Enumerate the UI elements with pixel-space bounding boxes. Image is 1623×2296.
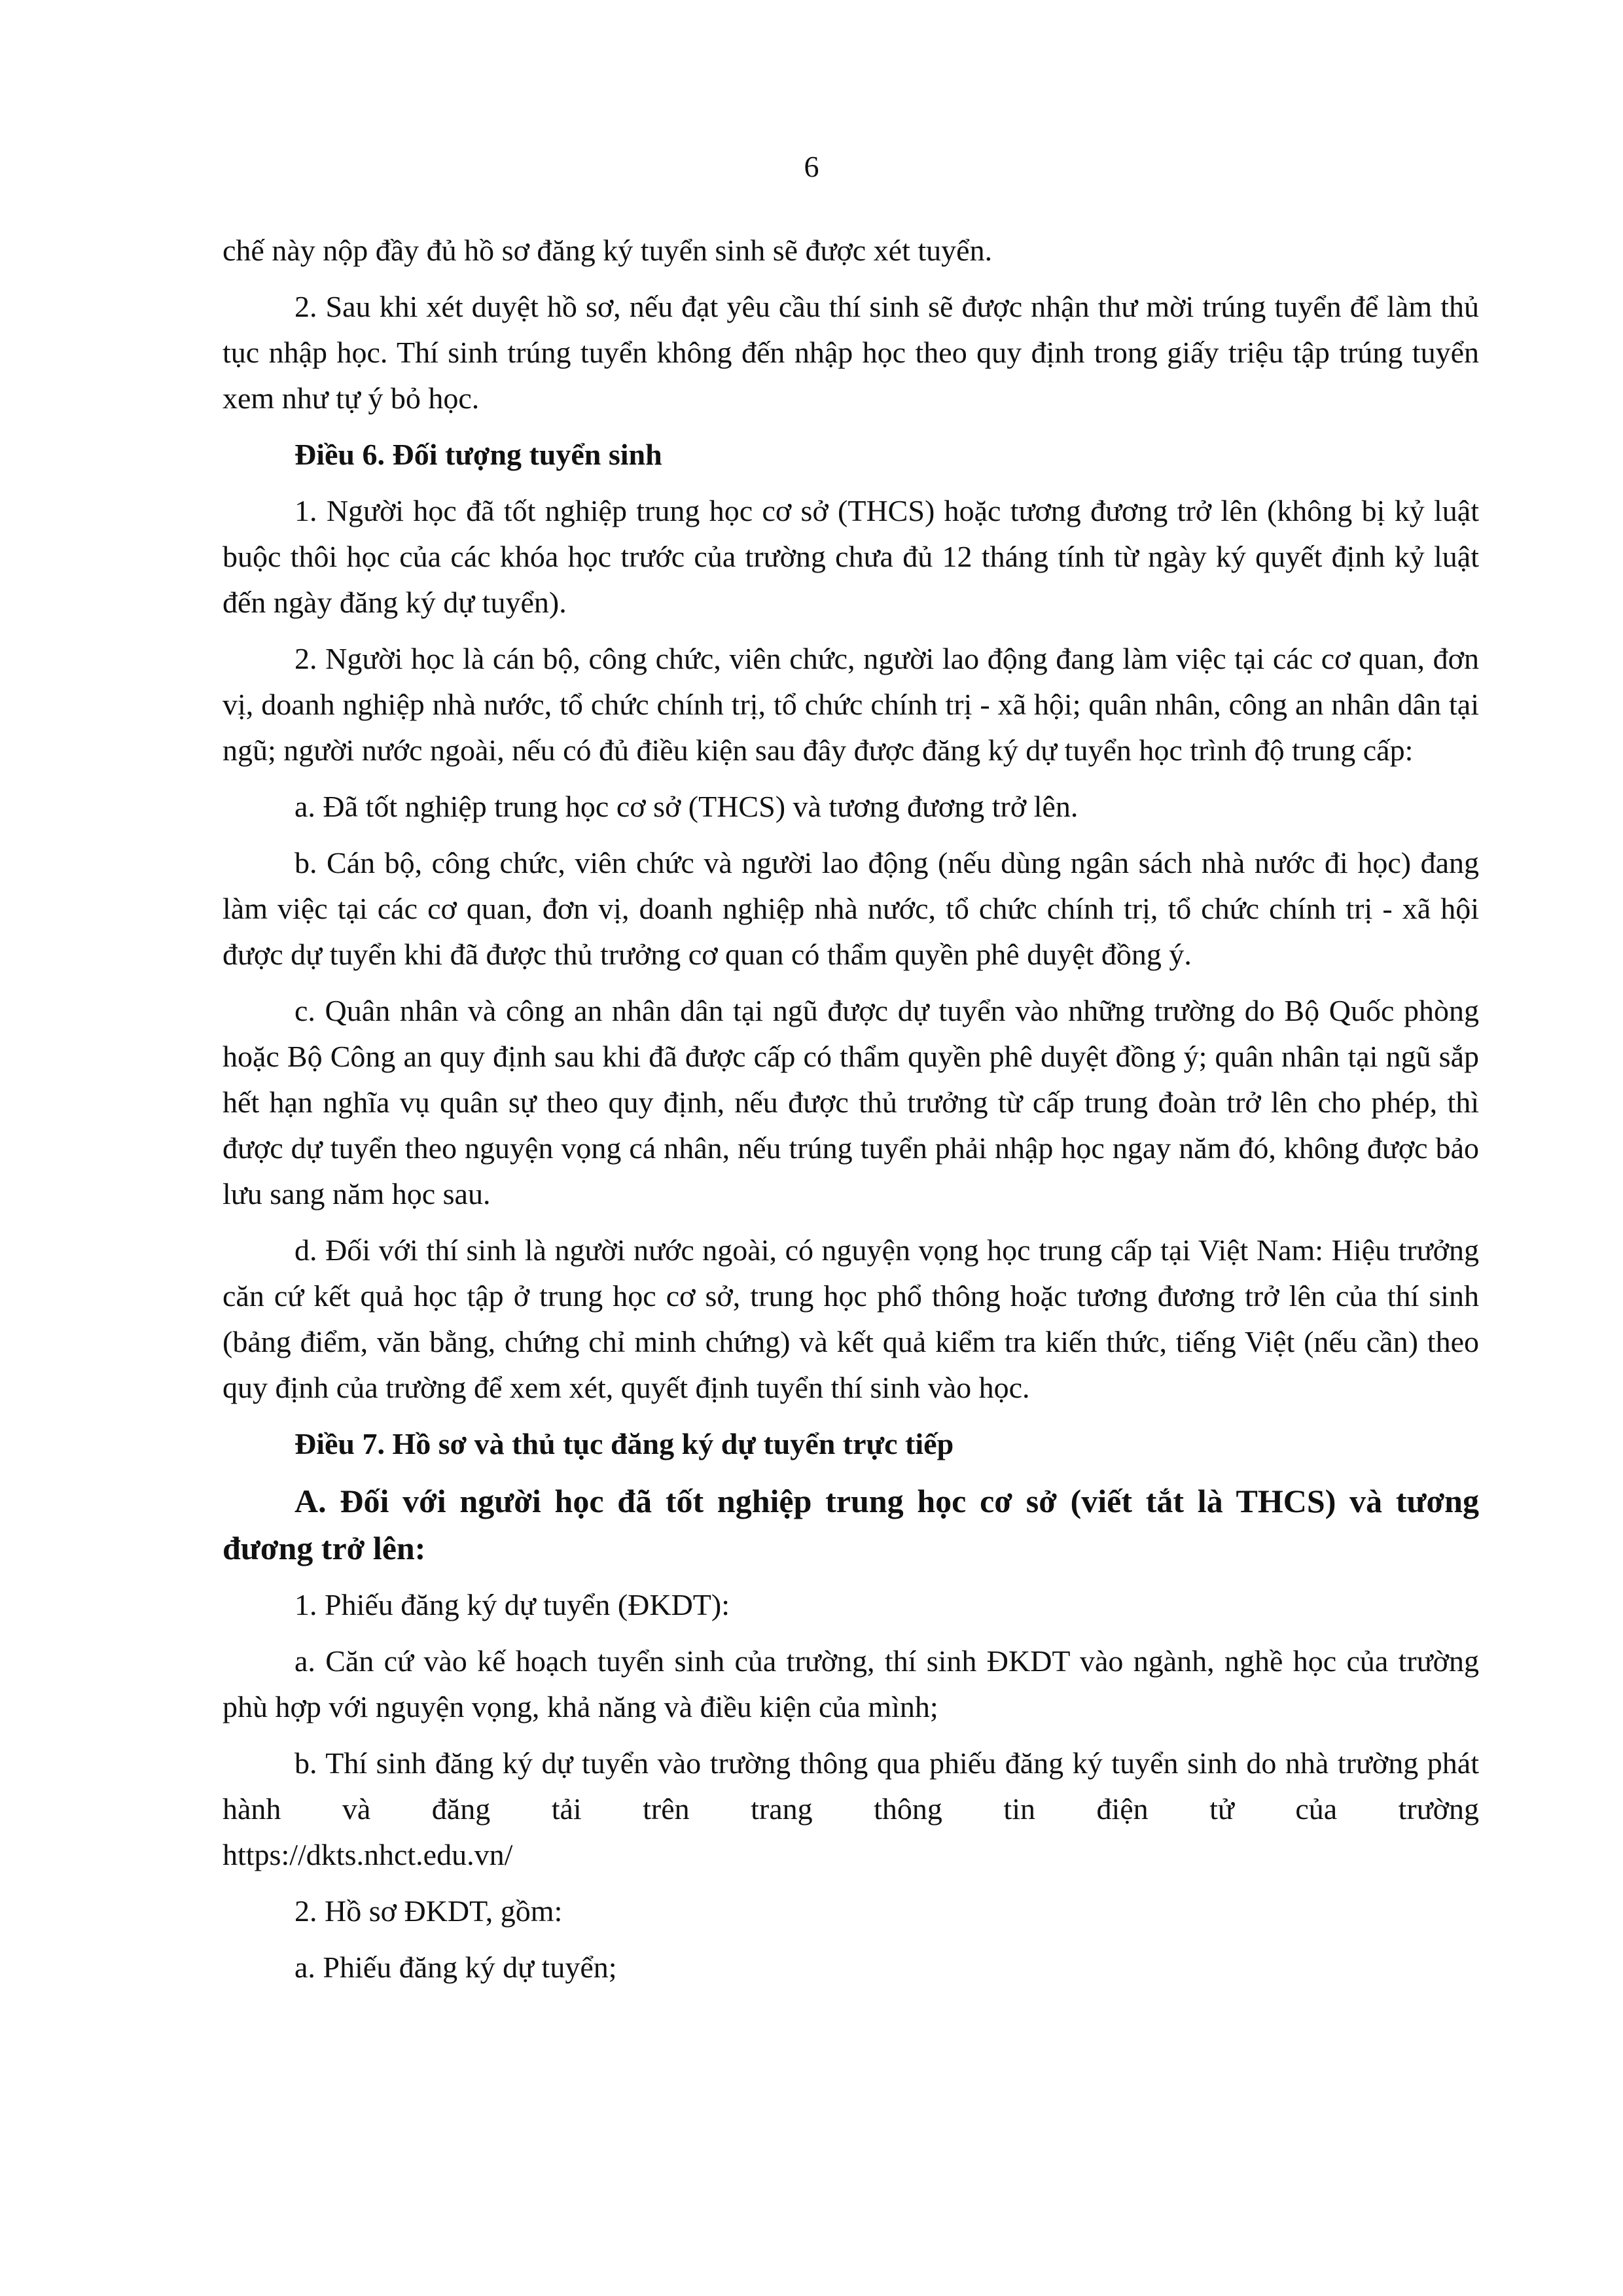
registration-url: https://dkts.nhct.edu.vn/ (223, 1838, 513, 1871)
article-7-item-b: b. Thí sinh đăng ký dự tuyển vào trường thông qua phiếu đăng ký tuyển sinh do nhà trường phát hành và đăng tải trên trang thông tin điện tử của trường (223, 1746, 1479, 1826)
article-7-clause-2-item-a: a. Phiếu đăng ký dự tuyển; (294, 1951, 617, 1984)
paragraph-clause-2: 2. Sau khi xét duyệt hồ sơ, nếu đạt yêu cầu thí sinh sẽ được nhận thư mời trúng tuyển để làm thủ tục nhập học. Thí sinh trúng tuyển không đến nhập học theo quy định trong giấy triệu tập trúng tuyển xem như tự ý bỏ học. (223, 290, 1479, 415)
article-6-item-d: d. Đối với thí sinh là người nước ngoài, có nguyện vọng học trung cấp tại Việt Nam: Hiệu trưởng căn cứ kết quả học tập ở trung học cơ sở, trung học phổ thông hoặc tương đương trở lên của thí sinh (bảng điểm, văn bằng, chứng chỉ minh chứng) và kết quả kiểm tra kiến thức, tiếng Việt (nếu cần) theo quy định của trường để xem xét, quyết định tuyển thí sinh vào học. (223, 1233, 1479, 1404)
article-6-item-a: a. Đã tốt nghiệp trung học cơ sở (THCS) và tương đương trở lên. (294, 790, 1079, 823)
paragraph-continuation: chế này nộp đầy đủ hồ sơ đăng ký tuyển sinh sẽ được xét tuyển. (223, 234, 993, 267)
article-7-clause-1: 1. Phiếu đăng ký dự tuyển (ĐKDT): (294, 1588, 730, 1621)
document-body (223, 228, 1479, 1990)
section-a-heading: A. Đối với người học đã tốt nghiệp trung học cơ sở (viết tắt là THCS) và tương đương trở lên: (223, 1483, 1479, 1566)
article-6-heading: Điều 6. Đối tượng tuyển sinh (294, 438, 662, 471)
article-6-item-c: c. Quân nhân và công an nhân dân tại ngũ được dự tuyển vào những trường do Bộ Quốc phòng hoặc Bộ Công an quy định sau khi đã được cấp có thẩm quyền phê duyệt đồng ý; quân nhân tại ngũ sắp hết hạn nghĩa vụ quân sự theo quy định, nếu được thủ trưởng từ cấp trung đoàn trở lên cho phép, thì được dự tuyển theo nguyện vọng cá nhân, nếu trúng tuyển phải nhập học ngay năm đó, không được bảo lưu sang năm học sau. (223, 994, 1479, 1210)
page-number: 6 (804, 150, 819, 183)
article-6-clause-1: 1. Người học đã tốt nghiệp trung học cơ sở (THCS) hoặc tương đương trở lên (không bị kỷ luật buộc thôi học của các khóa học trước của trường chưa đủ 12 tháng tính từ ngày ký quyết định kỷ luật đến ngày đăng ký dự tuyển). (223, 494, 1479, 619)
article-7-item-a: a. Căn cứ vào kế hoạch tuyển sinh của trường, thí sinh ĐKDT vào ngành, nghề học của trường phù hợp với nguyện vọng, khả năng và điều kiện của mình; (223, 1644, 1479, 1723)
article-6-clause-2: 2. Người học là cán bộ, công chức, viên chức, người lao động đang làm việc tại các cơ quan, đơn vị, doanh nghiệp nhà nước, tổ chức chính trị, tổ chức chính trị - xã hội; quân nhân, công an nhân dân tại ngũ; người nước ngoài, nếu có đủ điều kiện sau đây được đăng ký dự tuyển học trình độ trung cấp: (223, 642, 1479, 767)
article-6-item-b: b. Cán bộ, công chức, viên chức và người lao động (nếu dùng ngân sách nhà nước đi học) đang làm việc tại các cơ quan, đơn vị, doanh nghiệp nhà nước, tổ chức chính trị, tổ chức chính trị - xã hội được dự tuyển khi đã được thủ trưởng cơ quan có thẩm quyền phê duyệt đồng ý. (223, 846, 1479, 971)
article-7-heading: Điều 7. Hồ sơ và thủ tục đăng ký dự tuyển trực tiếp (294, 1427, 954, 1460)
article-7-clause-2: 2. Hồ sơ ĐKDT, gồm: (294, 1894, 563, 1928)
